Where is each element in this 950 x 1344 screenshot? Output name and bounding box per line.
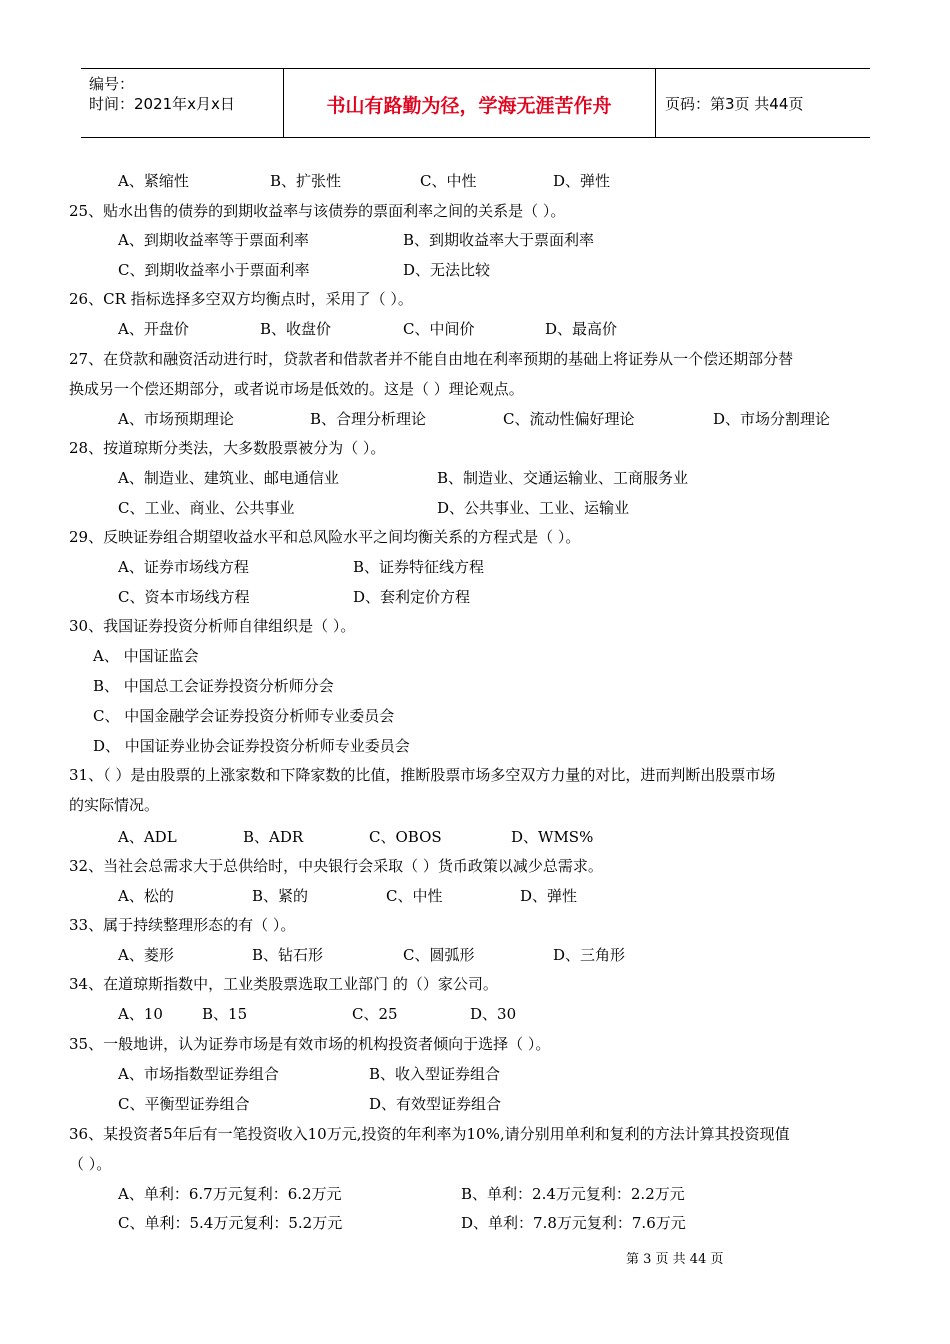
option-text: B、钻石形 <box>252 946 324 964</box>
option-text: D、套利定价方程 <box>353 588 471 606</box>
option-text: A、市场指数型证券组合 <box>118 1065 279 1083</box>
option-text: B、 中国总工会证券投资分析师分会 <box>93 677 334 695</box>
option-text: D、最高价 <box>545 320 618 338</box>
option-text: B、扩张性 <box>270 172 342 190</box>
header-motto: 书山有路勤为径，学海无涯苦作舟 <box>326 95 612 117</box>
option-text: C、到期收益率小于票面利率 <box>118 261 310 279</box>
question-text: 33、属于持续整理形态的有（ ）。 <box>69 916 296 934</box>
question-text: 36、某投资者5年后有一笔投资收入10万元,投资的年利率为10%,请分别用单利和复利的方法计算其投资现值 <box>69 1125 790 1143</box>
question-continuation: 的实际情况。 <box>69 796 160 814</box>
option-text: B、到期收益率大于票面利率 <box>403 231 595 249</box>
question-text: 28、按道琼斯分类法，大多数股票被分为（ ）。 <box>69 439 386 457</box>
question-text: 31、（ ）是由股票的上涨家数和下降家数的比值，推断股票市场多空双方力量的对比，进而判断出股票市场 <box>69 766 776 784</box>
option-text: A、市场预期理论 <box>118 410 234 428</box>
option-text: A、10 <box>118 1005 163 1023</box>
option-text: C、流动性偏好理论 <box>503 410 635 428</box>
option-text: A、ADL <box>118 828 177 846</box>
option-text: C、中性 <box>386 887 443 905</box>
option-text: C、工业、商业、公共事业 <box>118 499 295 517</box>
option-text: A、开盘价 <box>118 320 189 338</box>
question-continuation: （ ）。 <box>69 1155 112 1173</box>
option-text: A、 中国证监会 <box>93 647 199 665</box>
question-continuation: 换成另一个偿还期部分，或者说市场是低效的。这是（ ）理论观点。 <box>69 380 524 398</box>
option-text: B、收盘价 <box>260 320 332 338</box>
option-text: B、证券特征线方程 <box>353 558 485 576</box>
option-text: D、WMS% <box>511 828 594 846</box>
question-text: 35、一般地讲，认为证券市场是有效市场的机构投资者倾向于选择（ ）。 <box>69 1035 551 1053</box>
option-text: D、有效型证券组合 <box>369 1095 502 1113</box>
option-text: B、紧的 <box>252 887 309 905</box>
option-text: A、菱形 <box>118 946 174 964</box>
option-text: A、单利：6.7万元复利：6.2万元 <box>118 1185 342 1203</box>
option-text: D、无法比较 <box>403 261 491 279</box>
option-text: A、到期收益率等于票面利率 <box>118 231 309 249</box>
option-text: C、25 <box>352 1005 398 1023</box>
option-text: C、圆弧形 <box>403 946 475 964</box>
option-text: A、松的 <box>118 887 174 905</box>
option-text: B、ADR <box>243 828 304 846</box>
page-header <box>81 68 870 138</box>
page-footer: 第 3 页 共 44 页 <box>626 1252 724 1267</box>
question-text: 27、在贷款和融资活动进行时，贷款者和借款者并不能自由地在利率预期的基础上将证券从一个偿还期部分替 <box>69 350 794 368</box>
option-text: C、OBOS <box>369 828 442 846</box>
header-motto-cell <box>283 69 656 137</box>
option-text: C、中性 <box>420 172 477 190</box>
question-text: 34、在道琼斯指数中，工业类股票选取工业部门 的（）家公司。 <box>69 975 498 993</box>
option-text: B、单利：2.4万元复利：2.2万元 <box>461 1185 685 1203</box>
header-page-cell <box>656 69 870 137</box>
option-text: B、15 <box>202 1005 248 1023</box>
document-time-label: 时间：2021年x月x日 <box>89 95 235 113</box>
option-text: D、市场分割理论 <box>713 410 831 428</box>
header-meta-cell <box>81 69 284 137</box>
option-text: C、平衡型证券组合 <box>118 1095 250 1113</box>
option-text: A、紧缩性 <box>118 172 189 190</box>
option-text: C、 中国金融学会证券投资分析师专业委员会 <box>93 707 395 725</box>
option-text: B、制造业、交通运输业、工商服务业 <box>437 469 689 487</box>
option-text: C、中间价 <box>403 320 475 338</box>
option-text: D、 中国证券业协会证券投资分析师专业委员会 <box>93 737 410 755</box>
option-text: A、证券市场线方程 <box>118 558 249 576</box>
option-text: C、单利：5.4万元复利：5.2万元 <box>118 1214 343 1232</box>
question-text: 29、反映证券组合期望收益水平和总风险水平之间均衡关系的方程式是（ ）。 <box>69 528 581 546</box>
option-text: A、制造业、建筑业、邮电通信业 <box>118 469 339 487</box>
header-page-info: 页码：第3页 共44页 <box>665 95 804 113</box>
question-text: 30、我国证券投资分析师自律组织是（ ）。 <box>69 617 356 635</box>
question-text: 32、当社会总需求大于总供给时，中央银行会采取（ ）货币政策以减少总需求。 <box>69 857 603 875</box>
option-text: C、资本市场线方程 <box>118 588 250 606</box>
document-number-label: 编号： <box>89 75 135 93</box>
question-text: 26、CR 指标选择多空双方均衡点时，采用了（ ）。 <box>69 290 413 308</box>
question-text: 25、贴水出售的债券的到期收益率与该债券的票面利率之间的关系是（ ）。 <box>69 202 566 220</box>
option-text: D、公共事业、工业、运输业 <box>437 499 630 517</box>
option-text: B、合理分析理论 <box>310 410 427 428</box>
option-text: D、三角形 <box>553 946 626 964</box>
option-text: D、弹性 <box>520 887 578 905</box>
option-text: B、收入型证券组合 <box>369 1065 501 1083</box>
option-text: D、弹性 <box>553 172 611 190</box>
option-text: D、30 <box>470 1005 517 1023</box>
option-text: D、单利：7.8万元复利：7.6万元 <box>461 1214 686 1232</box>
